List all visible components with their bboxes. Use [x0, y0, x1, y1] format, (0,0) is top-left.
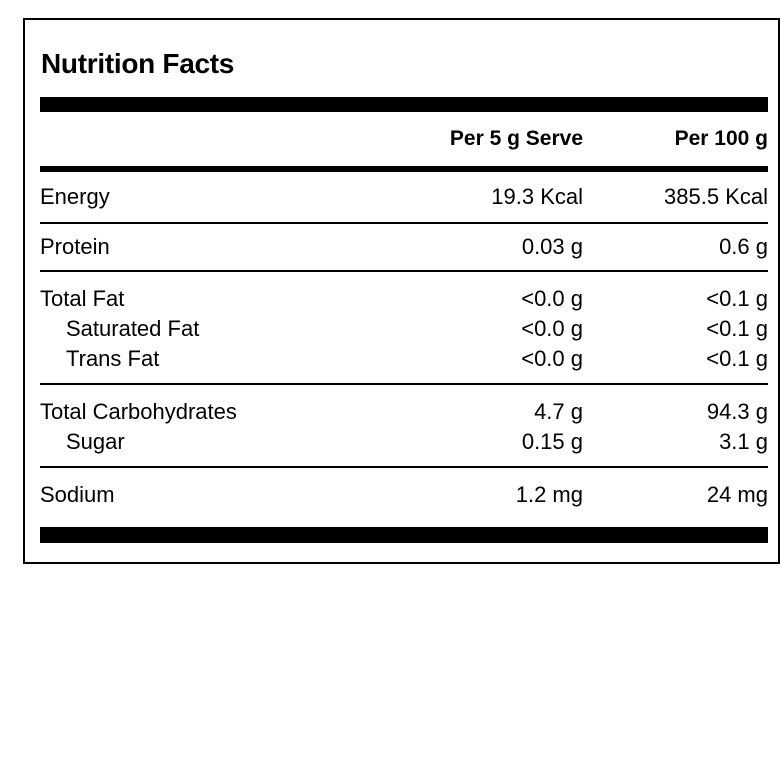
top-divider-bar: [40, 97, 768, 112]
bottom-divider-bar: [40, 527, 768, 543]
row-total-carbohydrates: [40, 397, 768, 427]
serve-value: 1.2 mg: [515, 482, 583, 507]
row-sugar: [40, 427, 768, 457]
row-energy: [40, 172, 768, 222]
row-sodium: [40, 468, 768, 518]
nutrient-label: Energy: [40, 184, 110, 209]
per100-value: <0.1 g: [706, 316, 768, 341]
nutrient-label: Total Fat: [40, 286, 125, 311]
nutrition-facts-label: [23, 18, 780, 564]
per100-value: <0.1 g: [706, 346, 768, 371]
nutrient-sublabel: Sugar: [66, 429, 125, 454]
serve-value: 0.03 g: [521, 234, 583, 259]
per100-value: 0.6 g: [719, 234, 768, 259]
row-trans-fat: [40, 344, 768, 374]
serve-value: <0.0 g: [521, 316, 583, 341]
label-title: Nutrition Facts: [41, 48, 235, 79]
serve-value: 4.7 g: [534, 399, 583, 424]
per100-value: 385.5 Kcal: [664, 184, 768, 209]
row-protein: [40, 224, 768, 270]
per100-value: 3.1 g: [719, 429, 768, 454]
serve-value: <0.0 g: [521, 286, 583, 311]
row-total-fat: [40, 284, 768, 314]
nutrient-label: Sodium: [40, 482, 115, 507]
row-saturated-fat: [40, 314, 768, 344]
column-header-per100: Per 100 g: [674, 127, 768, 150]
fat-group: [40, 272, 768, 383]
serve-value: 0.15 g: [521, 429, 583, 454]
nutrient-label: Protein: [40, 234, 110, 259]
per100-value: <0.1 g: [706, 286, 768, 311]
column-header-row: [40, 112, 768, 166]
carbohydrates-group: [40, 385, 768, 466]
column-header-serve: Per 5 g Serve: [449, 127, 583, 150]
serve-value: 19.3 Kcal: [491, 184, 583, 209]
nutrient-sublabel: Trans Fat: [66, 346, 160, 371]
nutrient-label: Total Carbohydrates: [40, 399, 237, 424]
nutrient-sublabel: Saturated Fat: [66, 316, 200, 341]
serve-value: <0.0 g: [521, 346, 583, 371]
per100-value: 94.3 g: [706, 399, 768, 424]
per100-value: 24 mg: [706, 482, 768, 507]
